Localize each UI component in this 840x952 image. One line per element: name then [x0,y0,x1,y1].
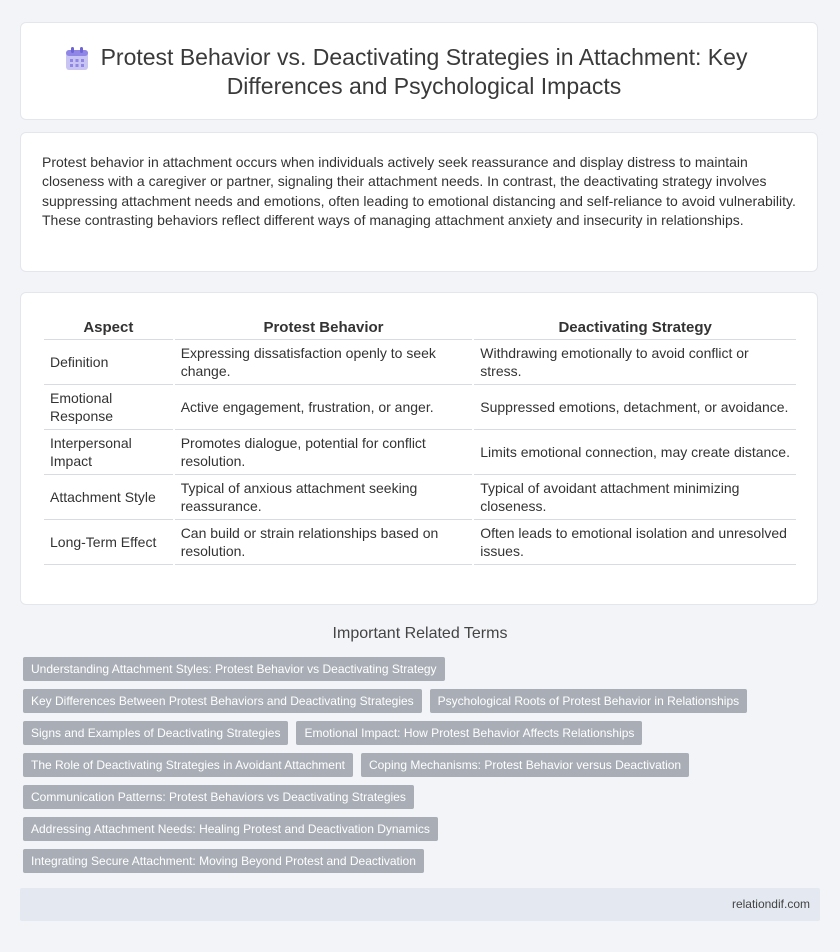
related-term-tag[interactable]: Communication Patterns: Protest Behaviors vs Deactivating Strategies [23,785,414,809]
header-aspect: Aspect [44,317,173,340]
table-row [44,340,796,385]
header-deactivating-strategy: Deactivating Strategy [474,317,796,340]
table-row [44,430,796,475]
related-term-tag[interactable]: Coping Mechanisms: Protest Behavior versus Deactivation [361,753,689,777]
related-term-tag[interactable]: Emotional Impact: How Protest Behavior Affects Relationships [296,721,642,745]
table-row [44,520,796,565]
related-term-tag[interactable]: Psychological Roots of Protest Behavior in Relationships [430,689,748,713]
intro-card [20,132,818,272]
table-cell: Withdrawing emotionally to avoid conflict or stress. [474,340,796,385]
table-cell: Suppressed emotions, detachment, or avoidance. [474,385,796,430]
table-cell: Often leads to emotional isolation and unresolved issues. [474,520,796,565]
related-term-tag[interactable]: Understanding Attachment Styles: Protest Behavior vs Deactivating Strategy [23,657,445,681]
table-cell: Can build or strain relationships based on resolution. [175,520,473,565]
related-terms-title: Important Related Terms [332,625,508,642]
table-cell: Long-Term Effect [44,520,173,565]
related-term-tag[interactable]: Addressing Attachment Needs: Healing Protest and Deactivation Dynamics [23,817,438,841]
table-cell: Emotional Response [44,385,173,430]
table-cell: Interpersonal Impact [44,430,173,475]
related-term-tag[interactable]: Key Differences Between Protest Behaviors and Deactivating Strategies [23,689,422,713]
table-cell: Typical of anxious attachment seeking reassurance. [175,475,473,520]
header-card [20,22,818,120]
intro-paragraph: Protest behavior in attachment occurs when individuals actively seek reassurance and display distress to maintain closeness with a caregiver or partner, signaling their attachment needs. In contrast, the deactivating strategy involves suppressing attachment needs and emotions, often leading to emotional distancing and self-reliance to avoid vulnerability. These contrasting behaviors reflect different ways of managing attachment anxiety and insecurity in relationships. [42,154,796,229]
table-header-row [44,317,796,340]
table-cell: Limits emotional connection, may create distance. [474,430,796,475]
table-cell: Attachment Style [44,475,173,520]
table-cell: Typical of avoidant attachment minimizing closeness. [474,475,796,520]
table-cell: Promotes dialogue, potential for conflict resolution. [175,430,473,475]
table-row [44,475,796,520]
comparison-table-card [20,292,818,605]
header-protest-behavior: Protest Behavior [175,317,473,340]
comparison-table [42,317,798,565]
footer [20,888,820,921]
related-terms-list [23,657,783,881]
page-title: Protest Behavior vs. Deactivating Strategies in Attachment: Key Differences and Psychological Impacts [100,44,748,99]
table-cell: Definition [44,340,173,385]
related-term-tag[interactable]: Integrating Secure Attachment: Moving Beyond Protest and Deactivation [23,849,424,873]
footer-site-link[interactable]: relationdif.com [731,897,810,911]
table-row [44,385,796,430]
table-cell: Active engagement, frustration, or anger. [175,385,473,430]
table-cell: Expressing dissatisfaction openly to seek change. [175,340,473,385]
related-term-tag[interactable]: The Role of Deactivating Strategies in Avoidant Attachment [23,753,353,777]
related-term-tag[interactable]: Signs and Examples of Deactivating Strategies [23,721,288,745]
